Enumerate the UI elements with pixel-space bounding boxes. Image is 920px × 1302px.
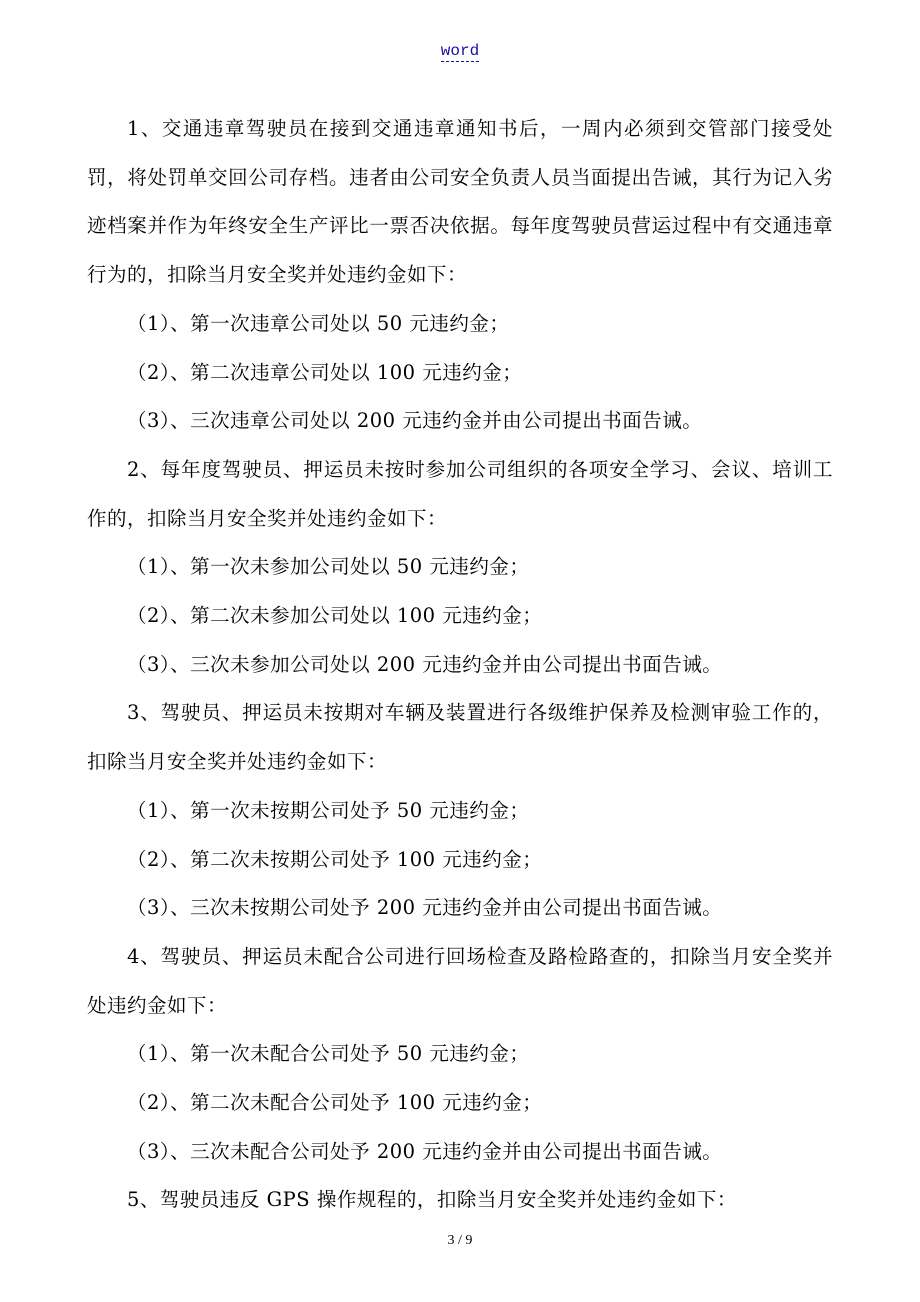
- section-2-paragraph: 2、每年度驾驶员、押运员未按时参加公司组织的各项安全学习、会议、培训工作的，扣除当月安全奖并处违约金如下：: [87, 457, 833, 530]
- section-1-paragraph: 1、交通违章驾驶员在接到交通违章通知书后，一周内必须到交管部门接受处罚，将处罚单交回公司存档。违者由公司安全负责人员当面提出告诫，其行为记入劣迹档案并作为年终安全生产评比一票否决依据。每年度驾驶员营运过程中有交通违章行为的，扣除当月安全奖并处违约金如下：: [87, 117, 833, 287]
- section-2-item-1: （1）、第一次未参加公司处以 50 元违约金；: [127, 555, 530, 579]
- section-2-item-2: （2）、第二次未参加公司处以 100 元违约金；: [127, 604, 543, 628]
- document-body: [87, 105, 833, 1225]
- section-2-item-3: （3）、三次未参加公司处以 200 元违约金并由公司提出书面告诫。: [127, 652, 723, 676]
- section-4-paragraph: 4、驾驶员、押运员未配合公司进行回场检查及路检路查的，扣除当月安全奖并处违约金如下：: [87, 944, 833, 1017]
- section-3-item-1: （1）、第一次未按期公司处予 50 元违约金；: [127, 798, 530, 822]
- section-1-item-2: （2）、第二次违章公司处以 100 元违约金；: [127, 360, 523, 384]
- header-word-link[interactable]: word: [440, 42, 480, 60]
- section-3-item-2: （2）、第二次未按期公司处予 100 元违约金；: [127, 847, 543, 871]
- section-1-item-1: （1）、第一次违章公司处以 50 元违约金；: [127, 311, 510, 335]
- page-header: [0, 42, 920, 60]
- section-1-item-3: （3）、三次违章公司处以 200 元违约金并由公司提出书面告诫。: [127, 409, 703, 433]
- section-4-item-2: （2）、第二次未配合公司处予 100 元违约金；: [127, 1091, 543, 1115]
- section-4-item-1: （1）、第一次未配合公司处予 50 元违约金；: [127, 1042, 530, 1066]
- section-4-item-3: （3）、三次未配合公司处予 200 元违约金并由公司提出书面告诫。: [127, 1139, 723, 1163]
- page-number: 3 / 9: [447, 1233, 473, 1248]
- section-3-item-3: （3）、三次未按期公司处予 200 元违约金并由公司提出书面告诫。: [127, 896, 723, 920]
- section-5-paragraph: 5、驾驶员违反 GPS 操作规程的，扣除当月安全奖并处违约金如下：: [127, 1188, 737, 1212]
- section-3-paragraph: 3、驾驶员、押运员未按期对车辆及装置进行各级维护保养及检测审验工作的，扣除当月安全奖并处违约金如下：: [87, 701, 833, 774]
